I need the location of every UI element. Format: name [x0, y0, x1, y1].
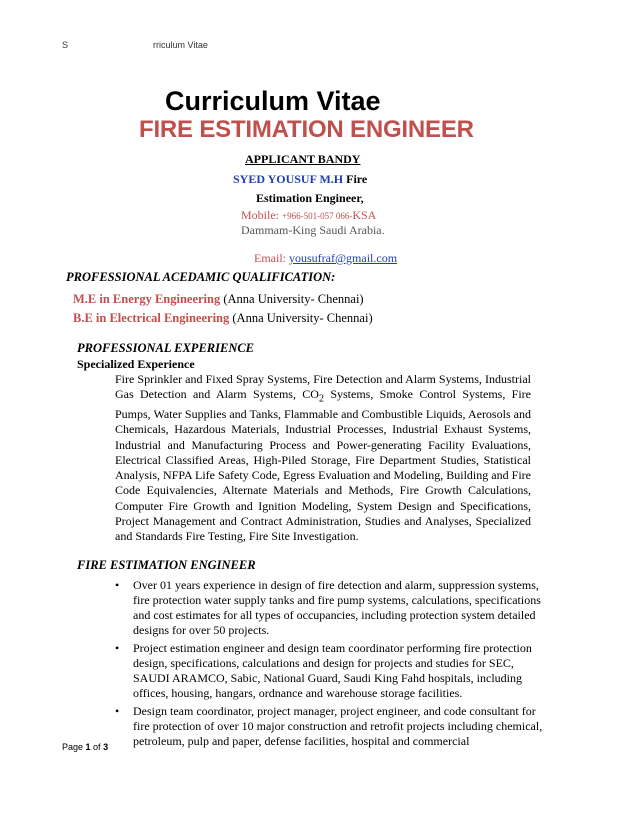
- experience-heading: PROFESSIONAL EXPERIENCE: [77, 341, 255, 355]
- applicant-role-part1: Fire: [346, 172, 368, 186]
- fire-estimation-list: [113, 578, 553, 752]
- applicant-name: SYED YOUSUF M.H: [233, 172, 344, 186]
- page-label: Page: [62, 742, 86, 752]
- list-item: [113, 641, 553, 701]
- school: (Anna University- Chennai): [229, 311, 373, 325]
- spec-text-part-b: Systems, Smoke Control Systems, Fire Pumps, Water Supplies and Tanks, Flammable and Combustible Liquids, Aerosols and Chemicals, Hazardous Materials, Industrial Processes, Industrial Exhaust Systems, Industrial and Manufacturing Process and Power-generating Facility Evaluations, Electrical Classified Areas, High-Piled Storage, Fire Department Studies, Statistical Analysis, NFPA Life Safety Code, Egress Evaluation and Modeling, Building and Fire Code Equivalencies, Alternate Materials and Methods, Fire Growth Calculations, Computer Fire Growth and Ignition Modeling, System Design and Specifications, Project Management and Contract Administration, Studies and Analyses, Specialized and Standards Fire Testing, Fire Site Investigation.: [115, 387, 531, 544]
- bullet-icon: •: [115, 641, 120, 655]
- fire-estimation-heading: FIRE ESTIMATION ENGINEER: [77, 558, 256, 572]
- document-subtitle: FIRE ESTIMATION ENGINEER: [139, 116, 474, 143]
- running-header-title: rriculum Vitae: [153, 40, 208, 50]
- mobile-label: Mobile:: [241, 208, 282, 222]
- email-label: Email:: [254, 251, 289, 265]
- spec-text-part-a: Fire Sprinkler and Fixed Spray Systems, Fire Detection and Alarm Systems, Industrial Gas Detection and Alarm Systems, CO: [115, 372, 531, 402]
- list-item: [113, 704, 553, 749]
- applicant-label: APPLICANT BANDY: [245, 152, 361, 166]
- country: KSA: [352, 208, 377, 222]
- specialized-experience-text: [115, 372, 531, 545]
- email-link[interactable]: yousufraf@gmail.com: [289, 251, 398, 265]
- running-header-initial: S: [62, 40, 69, 50]
- location-line: Dammam-King Saudi Arabia.: [241, 223, 385, 237]
- page-footer: [62, 742, 108, 752]
- contact-block: [241, 208, 385, 237]
- list-item: [113, 578, 553, 638]
- of-label: of: [90, 742, 104, 752]
- qualification-item: [73, 292, 364, 307]
- page-total: 3: [103, 742, 109, 752]
- list-item-text: Design team coordinator, project manager, project engineer, and code consultant for fire protection of over 10 major construction and retrofit projects including chemical, petroleum, pulp and paper, defense facilities, hospital and commercial: [133, 704, 543, 748]
- degree: B.E in Electrical Engineering: [73, 311, 230, 325]
- applicant-name-line: [233, 172, 367, 187]
- spec-text-subscript: 2: [318, 393, 324, 405]
- list-item-text: Project estimation engineer and design team coordinator performing fire protection design, specifications, calculations and design for projects and studies for SEC, SAUDI ARAMCO, Sabic, National Guard, Saudi King Fahd hospitals, including offices, housing, hangars, ordnance and warehouse storage facilities.: [133, 641, 532, 700]
- degree: M.E in Energy Engineering: [73, 292, 221, 306]
- qualification-item: [73, 311, 373, 326]
- document-title: Curriculum Vitae: [165, 86, 381, 116]
- applicant-role-part2: Estimation Engineer,: [256, 191, 364, 205]
- bullet-icon: •: [115, 578, 120, 592]
- mobile-number: +966-501-057 066-: [282, 211, 353, 221]
- school: (Anna University- Chennai): [220, 292, 364, 306]
- page-number: 1: [85, 742, 91, 752]
- specialized-experience-heading: Specialized Experience: [77, 357, 195, 371]
- bullet-icon: •: [115, 704, 120, 718]
- mobile-line: [241, 208, 385, 223]
- email-line: [254, 251, 397, 266]
- qualification-heading: PROFESSIONAL ACEDAMIC QUALIFICATION:: [66, 270, 336, 284]
- list-item-text: Over 01 years experience in design of fire detection and alarm, suppression systems, fire protection water supply tanks and fire pump systems, calculations, specifications and cost estimates for all types of occupancies, including protection system detailed designs for over 50 projects.: [133, 578, 541, 637]
